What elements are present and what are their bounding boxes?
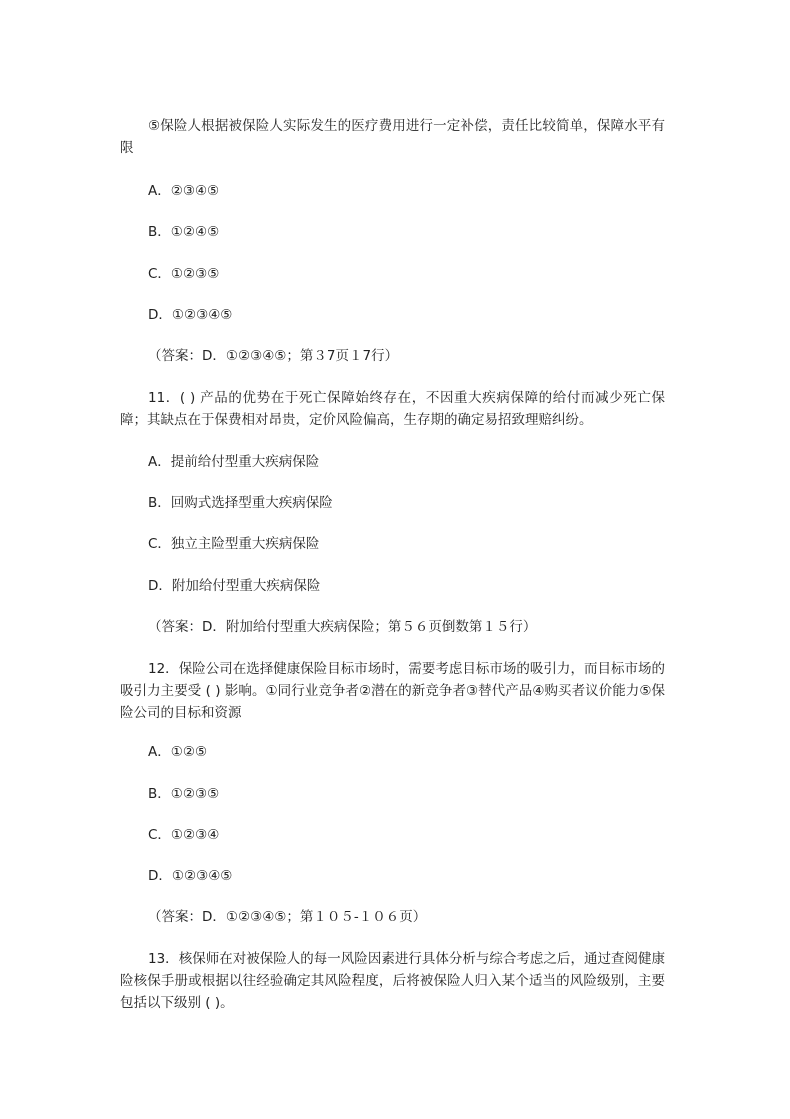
- q12-option-a: A．①②⑤: [148, 744, 208, 760]
- q11-option-b: B．回购式选择型重大疾病保险: [148, 495, 333, 511]
- q12-option-d: D．①②③④⑤: [148, 868, 233, 884]
- q10-answer: （答案：D．①②③④⑤；第３7页１7行）: [148, 348, 399, 364]
- question-13-stem: 13．核保师在对被保险人的每一风险因素进行具体分析与综合考虑之后，通过查阅健康险核保手册或根据以往经验确定其风险程度，后将被保险人归入某个适当的风险级别，主要包括以下级别 ( )。: [120, 951, 665, 1011]
- q11-option-a: A．提前给付型重大疾病保险: [148, 454, 320, 470]
- q11-option-d: D．附加给付型重大疾病保险: [148, 578, 321, 594]
- q10-option-d: D．①②③④⑤: [148, 307, 233, 323]
- q12-option-b: B．①②③⑤: [148, 786, 220, 802]
- question-10-tail: ⑤保险人根据被保险人实际发生的医疗费用进行一定补偿，责任比较简单，保障水平有限: [120, 118, 665, 156]
- q10-option-a: A．②③④⑤: [148, 183, 220, 199]
- question-11-stem: 11．( ) 产品的优势在于死亡保障始终存在，不因重大疾病保障的给付而减少死亡保障；其缺点在于保费相对昂贵，定价风险偏高，生存期的确定易招致理赔纠纷。: [120, 390, 665, 428]
- q11-option-c: C．独立主险型重大疾病保险: [148, 536, 320, 552]
- q12-option-c: C．①②③④: [148, 827, 220, 843]
- q10-option-b: B．①②④⑤: [148, 224, 220, 240]
- q12-answer: （答案：D．①②③④⑤；第１０５-１０６页）: [148, 909, 427, 925]
- question-12-stem: 12．保险公司在选择健康保险目标市场时，需要考虑目标市场的吸引力，而目标市场的吸引力主要受 ( ) 影响。①同行业竞争者②潜在的新竞争者③替代产品④购买者议价能力⑤保险公司的目标和资源: [120, 661, 665, 721]
- q11-answer: （答案：D．附加给付型重大疾病保险；第５６页倒数第１５行）: [148, 619, 537, 635]
- q10-option-c: C．①②③⑤: [148, 266, 220, 282]
